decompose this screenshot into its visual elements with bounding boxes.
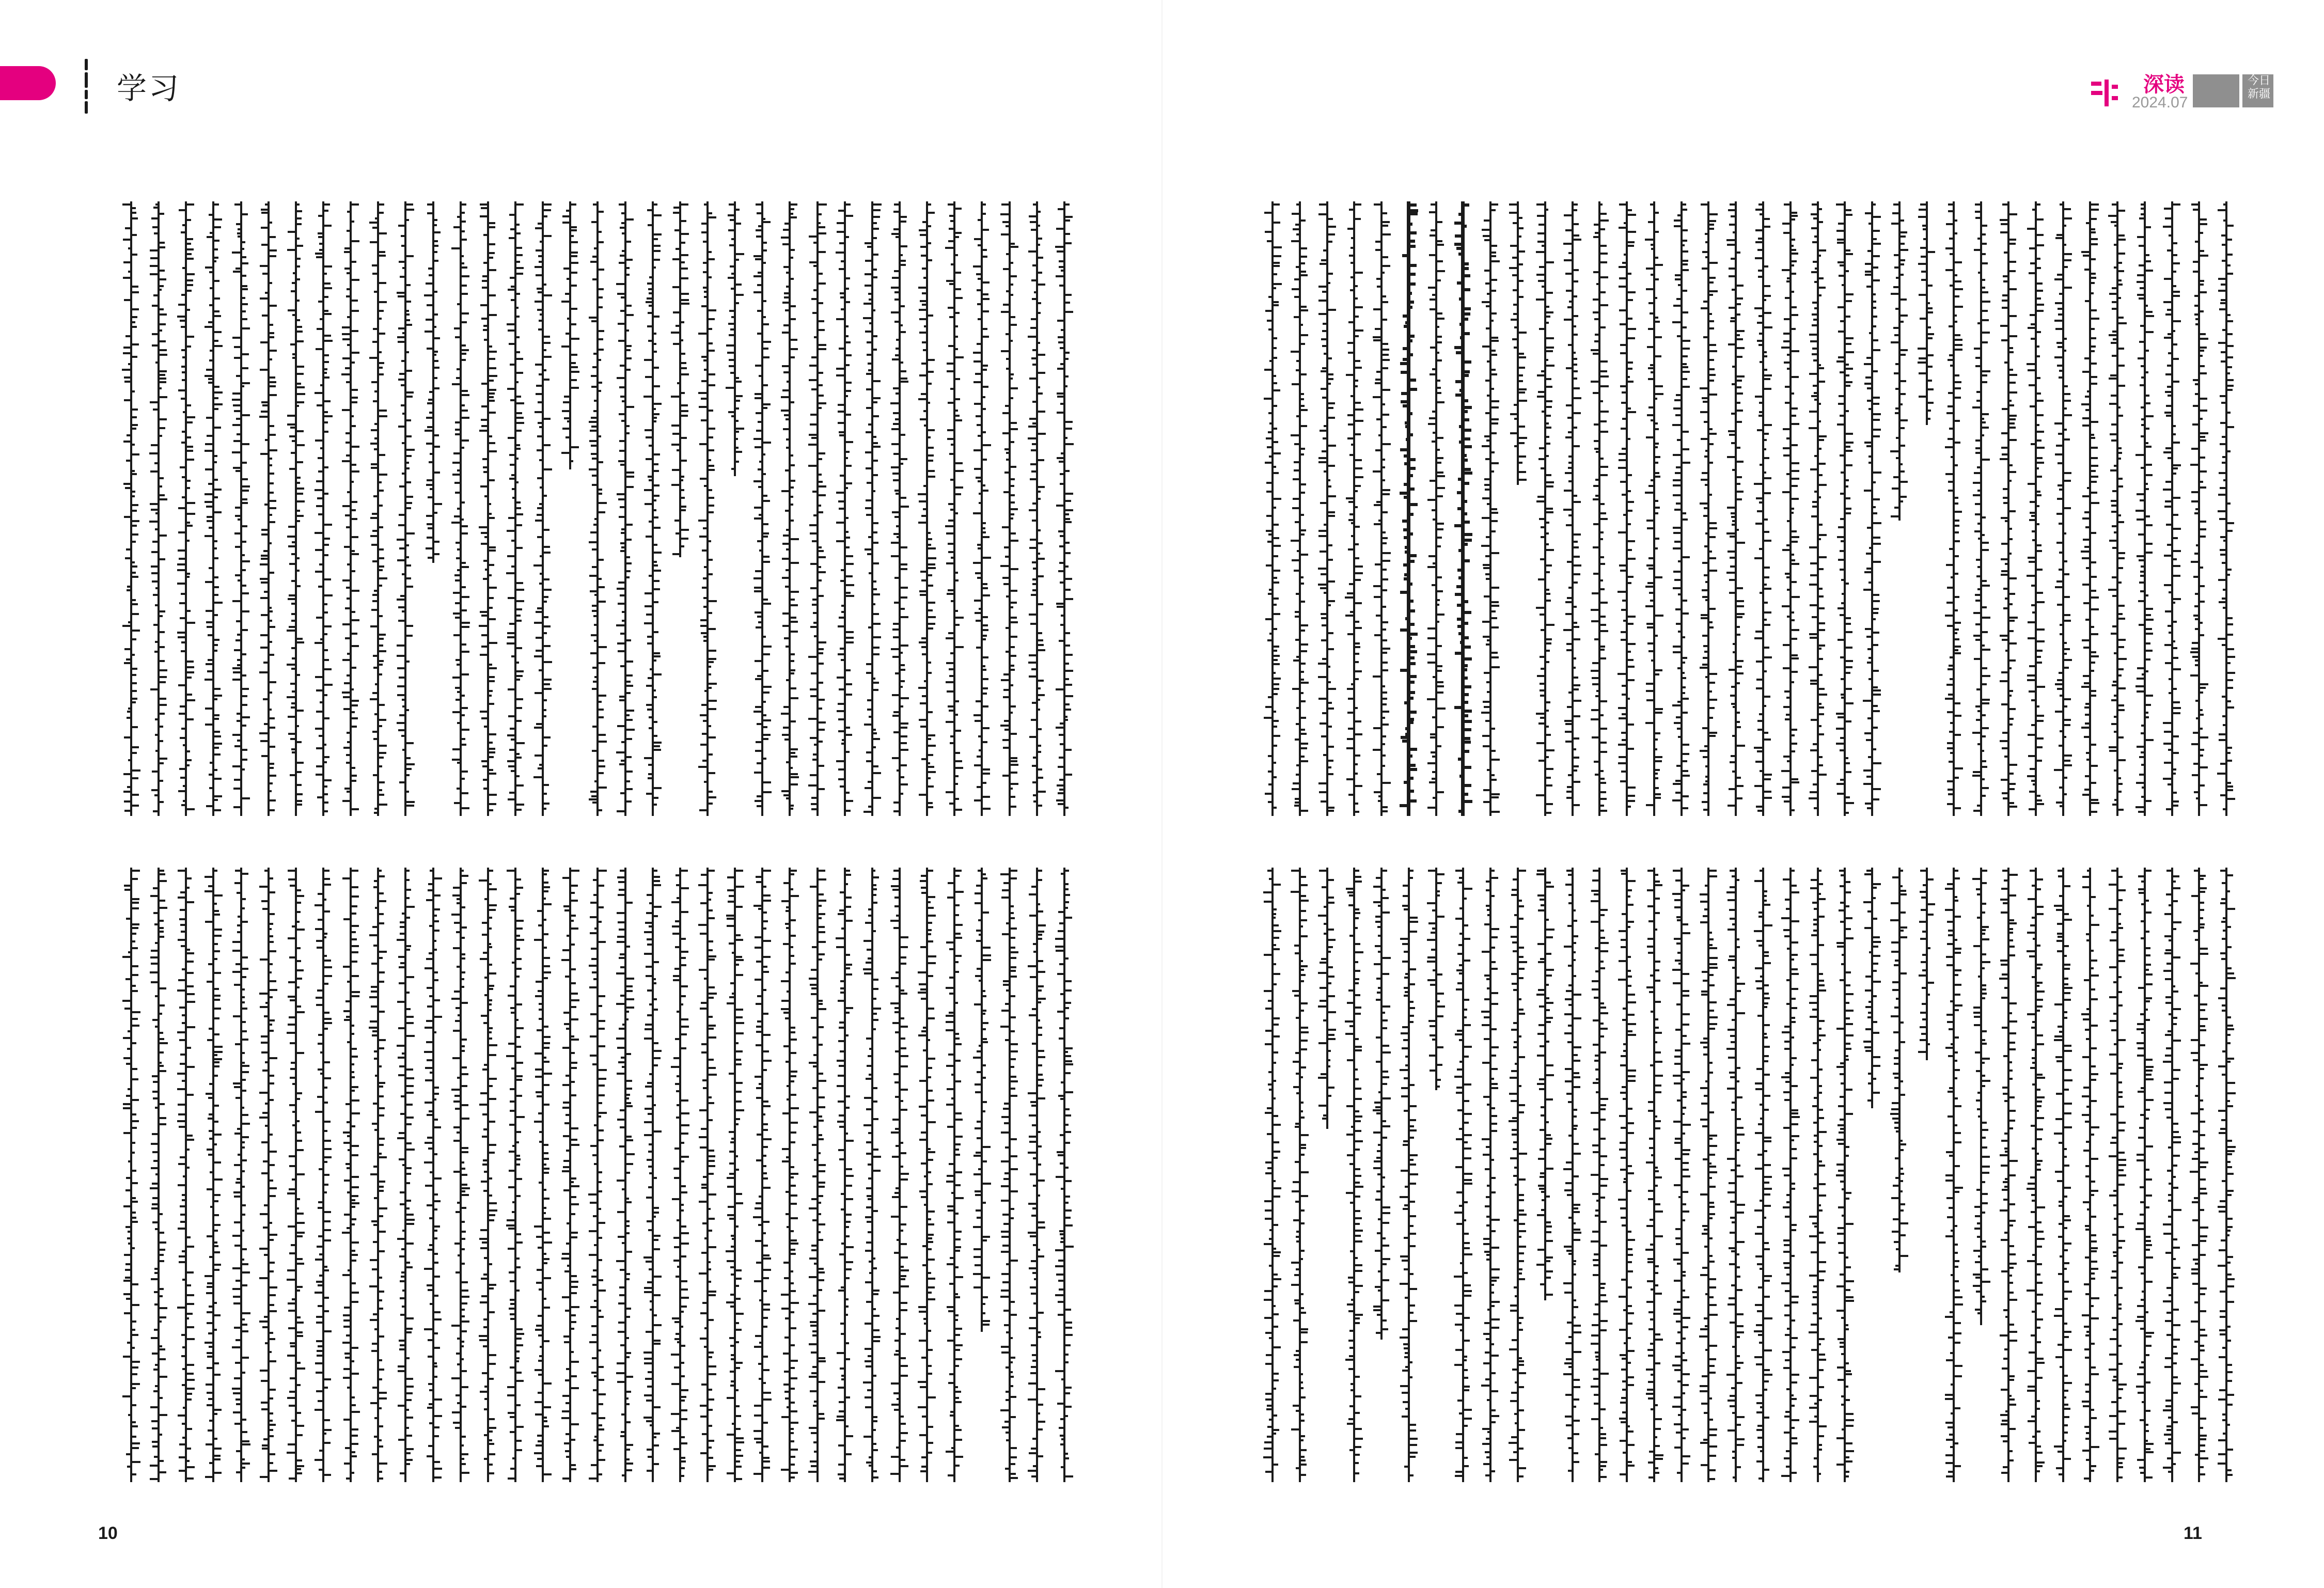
text-line	[124, 868, 138, 1482]
text-line	[590, 201, 605, 816]
text-line	[2029, 868, 2043, 1482]
text-line	[1838, 201, 1852, 816]
page-gutter	[1161, 0, 1163, 1588]
text-line	[2001, 201, 2016, 816]
text-line	[1402, 868, 1416, 1482]
text-line	[975, 868, 989, 1332]
text-line	[1974, 201, 1988, 816]
text-line	[947, 201, 962, 816]
text-line	[2056, 868, 2070, 1482]
text-line	[1374, 201, 1389, 816]
text-line	[289, 868, 303, 1482]
text-line	[1620, 868, 1634, 1482]
text-line	[343, 868, 358, 1482]
text-line	[947, 868, 962, 1482]
text-line	[975, 201, 989, 816]
page-number-right: 11	[2184, 1523, 2202, 1543]
text-line	[453, 201, 468, 816]
text-line	[782, 201, 797, 816]
text-line	[1974, 868, 1988, 1325]
text-line	[1783, 201, 1798, 816]
text-line	[2029, 201, 2043, 816]
text-line	[1811, 201, 1825, 816]
text-line	[2192, 201, 2206, 816]
right-page-text-top	[1265, 201, 2247, 842]
text-line	[2165, 201, 2179, 816]
text-line	[1811, 868, 1825, 1482]
text-line	[481, 868, 495, 1482]
text-line	[1674, 868, 1689, 1482]
text-line	[2219, 201, 2234, 816]
text-line	[1265, 201, 1280, 816]
text-line	[1592, 201, 1607, 816]
text-line	[453, 868, 468, 1482]
text-line	[1511, 868, 1525, 1482]
text-line	[728, 868, 742, 1482]
text-line	[1511, 201, 1525, 485]
text-line	[1756, 201, 1770, 816]
text-line	[1002, 201, 1017, 816]
text-line	[426, 868, 441, 1482]
text-line	[2219, 868, 2234, 1482]
brand-label: 今日 新疆	[2247, 74, 2270, 101]
text-line	[261, 868, 276, 1482]
text-line	[343, 201, 358, 816]
text-line	[646, 201, 660, 816]
mongolian-title-glyph	[77, 58, 95, 115]
text-line	[1483, 868, 1498, 1482]
text-line	[1456, 868, 1470, 1482]
text-line	[1320, 201, 1334, 816]
text-line	[892, 868, 907, 1482]
text-line	[261, 201, 276, 816]
text-line	[1293, 201, 1307, 816]
text-line	[316, 201, 331, 816]
left-page-text-top	[124, 201, 1085, 842]
text-line	[1620, 201, 1634, 816]
text-line	[1865, 201, 1879, 816]
text-line	[673, 201, 687, 557]
text-line	[1057, 201, 1072, 816]
text-line	[1293, 868, 1307, 1482]
right-page-text-bottom	[1265, 868, 2247, 1508]
text-line	[1647, 201, 1661, 816]
text-line	[2083, 201, 2097, 816]
text-line	[124, 201, 138, 816]
text-line	[1429, 868, 1443, 1090]
text-line	[838, 201, 852, 816]
text-line	[316, 868, 331, 1482]
text-line	[1838, 868, 1852, 1482]
text-line	[865, 201, 880, 816]
text-line	[1701, 201, 1716, 816]
text-line	[206, 201, 221, 816]
text-line	[481, 201, 495, 816]
text-line	[1783, 868, 1798, 1482]
text-line	[206, 868, 221, 1482]
magazine-logo-glyph	[2089, 77, 2120, 108]
text-line	[865, 868, 880, 1482]
text-line	[2192, 868, 2206, 1482]
text-line	[1347, 201, 1361, 816]
magazine-title: 深读	[2143, 73, 2185, 97]
text-line	[1592, 868, 1607, 1482]
text-line	[1429, 201, 1443, 816]
text-line	[755, 201, 770, 816]
text-line	[151, 868, 166, 1482]
text-line	[700, 868, 715, 1482]
text-line	[1647, 868, 1661, 1482]
text-line	[179, 868, 193, 1482]
text-line	[2165, 868, 2179, 1482]
text-line	[1674, 201, 1689, 816]
text-line	[1565, 201, 1580, 816]
text-line	[810, 868, 825, 1482]
text-line	[1538, 201, 1552, 816]
text-line	[371, 868, 385, 1482]
heading-line	[1456, 201, 1470, 816]
left-page-text-bottom	[124, 868, 1085, 1508]
page-number-left: 10	[98, 1523, 118, 1543]
text-line	[508, 201, 523, 816]
text-line	[234, 868, 248, 1482]
text-line	[590, 868, 605, 1482]
text-line	[673, 868, 687, 1482]
text-line	[1538, 868, 1552, 1300]
text-line	[1030, 201, 1044, 816]
text-line	[618, 868, 633, 1482]
text-line	[892, 201, 907, 816]
text-line	[1347, 868, 1361, 1482]
text-line	[234, 201, 248, 816]
text-line	[398, 868, 413, 1482]
text-line	[1483, 201, 1498, 816]
text-line	[508, 868, 523, 1482]
text-line	[1946, 201, 1961, 816]
text-line	[2110, 868, 2125, 1482]
text-line	[646, 868, 660, 1482]
text-line	[2138, 868, 2152, 1482]
text-line	[700, 201, 715, 816]
text-line	[1892, 201, 1907, 521]
text-line	[426, 201, 441, 563]
text-line	[838, 868, 852, 1482]
section-tab-marker	[0, 66, 56, 100]
text-line	[782, 868, 797, 1482]
text-line	[1892, 868, 1907, 1272]
text-line	[920, 868, 934, 1482]
text-line	[179, 201, 193, 816]
text-line	[2056, 201, 2070, 816]
text-line	[2110, 201, 2125, 816]
text-line	[2001, 868, 2016, 1482]
text-line	[371, 201, 385, 816]
text-line	[1865, 868, 1879, 1108]
text-line	[1729, 201, 1743, 816]
text-line	[618, 201, 633, 816]
text-line	[1756, 868, 1770, 1482]
text-line	[1320, 868, 1334, 1129]
text-line	[536, 868, 550, 1482]
text-line	[151, 201, 166, 816]
text-line	[1030, 868, 1044, 1482]
text-line	[1946, 868, 1961, 1482]
text-line	[1565, 868, 1580, 1482]
text-line	[1701, 868, 1716, 1482]
text-line	[1920, 201, 1934, 425]
text-line	[2083, 868, 2097, 1482]
text-line	[755, 868, 770, 1482]
text-line	[563, 868, 577, 1482]
text-line	[1265, 868, 1280, 1482]
text-line	[563, 201, 577, 469]
text-line	[2138, 201, 2152, 816]
text-line	[289, 201, 303, 816]
issue-date: 2024.07	[2132, 94, 2188, 111]
text-line	[536, 201, 550, 816]
text-line	[1729, 868, 1743, 1482]
text-line	[398, 201, 413, 816]
text-line	[1374, 868, 1389, 1340]
text-line	[728, 201, 742, 476]
heading-line	[1402, 201, 1416, 816]
text-line	[1920, 868, 1934, 1060]
text-line	[810, 201, 825, 816]
text-line	[1057, 868, 1072, 1482]
text-line	[1002, 868, 1017, 1482]
section-label: 学习	[117, 71, 181, 106]
text-line	[920, 201, 934, 816]
